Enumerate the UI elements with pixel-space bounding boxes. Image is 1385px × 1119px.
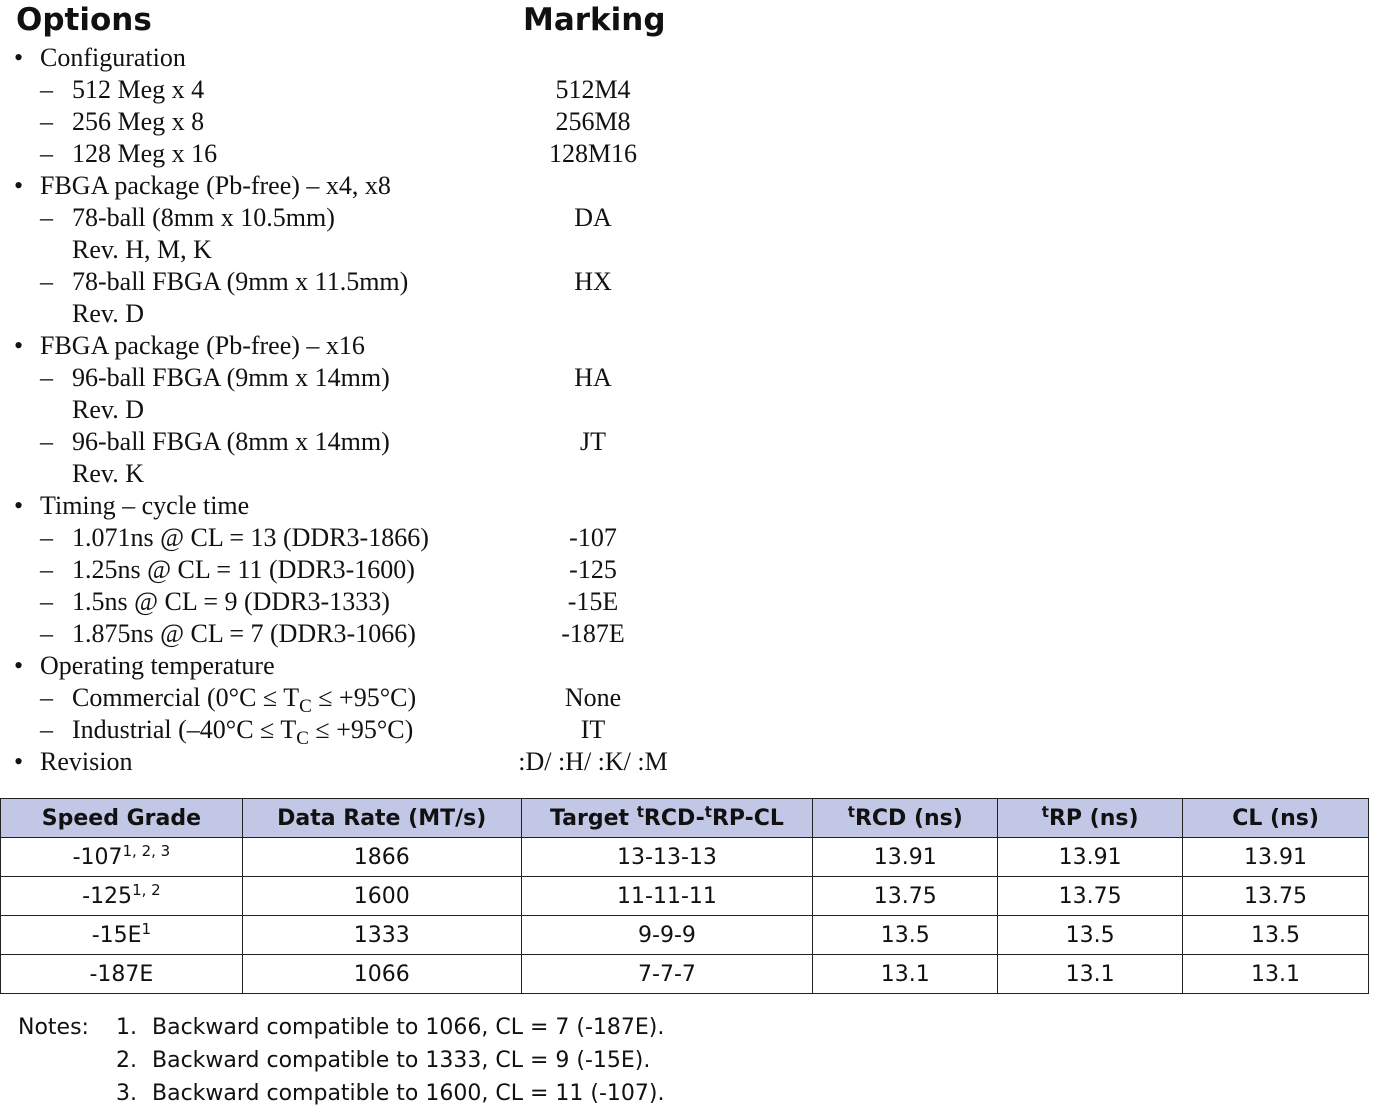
table-cell: 13.91 xyxy=(998,838,1183,877)
option-label xyxy=(40,490,249,522)
option-label-text: Industrial (–40°C ≤ T xyxy=(72,715,297,744)
bullet-icon: • xyxy=(14,651,24,680)
option-row xyxy=(0,746,1385,778)
dash-icon: – xyxy=(40,363,53,392)
option-label xyxy=(72,426,390,458)
table-cell: 13.75 xyxy=(1183,877,1369,916)
option-row xyxy=(0,650,1385,682)
header-text: Target xyxy=(550,805,637,831)
speed-grade-table xyxy=(0,798,1369,994)
option-marking: -187E xyxy=(561,619,625,648)
header-text: RP (ns) xyxy=(1048,805,1139,831)
option-marking: JT xyxy=(580,427,606,456)
option-row xyxy=(0,426,1385,458)
table-cell: 13.5 xyxy=(998,916,1183,955)
option-row xyxy=(0,266,1385,298)
option-label xyxy=(40,746,132,778)
option-label-text: 1.071ns @ CL = 13 (DDR3-1866) xyxy=(72,523,429,552)
option-row xyxy=(0,74,1385,106)
option-label xyxy=(40,650,275,682)
column-header xyxy=(813,799,998,838)
option-label-text: Timing – cycle time xyxy=(40,491,250,520)
option-marking: 128M16 xyxy=(548,139,638,168)
option-label xyxy=(40,330,365,362)
option-marking: 512M4 xyxy=(555,75,631,104)
option-label-text: FBGA package (Pb-free) – x4, x8 xyxy=(40,171,391,200)
table-cell: 13.1 xyxy=(813,955,998,994)
option-label-text: Revision xyxy=(40,747,133,776)
option-label-text: Rev. H, M, K xyxy=(72,235,212,264)
option-marking: IT xyxy=(580,715,606,744)
option-row xyxy=(0,202,1385,234)
option-label xyxy=(72,586,390,618)
dash-icon: – xyxy=(40,427,53,456)
bullet-icon: • xyxy=(14,331,24,360)
dash-icon: – xyxy=(40,587,53,616)
column-header xyxy=(242,799,521,838)
option-row xyxy=(0,554,1385,586)
speed-grade-cell xyxy=(1,916,243,955)
marking-heading: Marking xyxy=(523,2,666,38)
option-label xyxy=(72,138,217,170)
table-cell: 1600 xyxy=(242,877,521,916)
speed-grade-cell xyxy=(1,838,243,877)
option-marking: HA xyxy=(574,363,612,392)
option-row xyxy=(0,362,1385,394)
option-label xyxy=(72,266,408,298)
option-row xyxy=(0,458,1385,490)
option-marking: None xyxy=(564,683,622,712)
column-header-text: CL (ns) xyxy=(1232,805,1319,831)
table-cell: 9-9-9 xyxy=(521,916,813,955)
options-heading: Options xyxy=(16,2,152,38)
note-number: 2. xyxy=(116,1048,137,1073)
table-cell: 13.75 xyxy=(998,877,1183,916)
table-cell: 13.75 xyxy=(813,877,998,916)
footnote-ref: 1, 2 xyxy=(132,880,161,899)
table-cell: 13.1 xyxy=(998,955,1183,994)
option-label xyxy=(72,362,390,394)
option-row xyxy=(0,170,1385,202)
dash-icon: – xyxy=(40,715,53,744)
option-row xyxy=(0,586,1385,618)
option-marking: HX xyxy=(574,267,612,296)
note-number: 3. xyxy=(116,1081,137,1106)
table-cell: 1333 xyxy=(242,916,521,955)
option-label-text: Rev. K xyxy=(72,459,144,488)
table-row xyxy=(1,838,1369,877)
table-cell: 13-13-13 xyxy=(521,838,813,877)
option-label xyxy=(72,202,335,234)
header-superscript: t xyxy=(636,802,644,821)
option-label xyxy=(72,74,204,106)
option-row xyxy=(0,490,1385,522)
option-label xyxy=(72,554,415,586)
dash-icon: – xyxy=(40,75,53,104)
table-row xyxy=(1,955,1369,994)
option-row xyxy=(0,234,1385,266)
option-row xyxy=(0,298,1385,330)
option-label xyxy=(72,298,144,330)
option-label xyxy=(72,618,416,650)
header-superscript: t xyxy=(847,802,855,821)
dash-icon: – xyxy=(40,139,53,168)
option-row xyxy=(0,618,1385,650)
option-label xyxy=(72,106,204,138)
table-cell: 13.5 xyxy=(813,916,998,955)
note-text: Backward compatible to 1333, CL = 9 (-15E). xyxy=(152,1048,651,1073)
option-label-text: 78-ball (8mm x 10.5mm) xyxy=(72,203,335,232)
speed-grade-text: -187E xyxy=(89,961,154,987)
column-header-text: Data Rate (MT/s) xyxy=(277,805,487,831)
speed-grade-text: -107 xyxy=(72,844,123,870)
option-marking: -107 xyxy=(569,523,617,552)
option-label xyxy=(40,170,391,202)
dash-icon: – xyxy=(40,107,53,136)
option-marking: -125 xyxy=(569,555,617,584)
option-label-text: 96-ball FBGA (8mm x 14mm) xyxy=(72,427,390,456)
header-superscript: t xyxy=(704,802,712,821)
option-label xyxy=(72,458,144,490)
option-label-text: 256 Meg x 8 xyxy=(72,107,205,136)
table-body xyxy=(1,838,1369,994)
bullet-icon: • xyxy=(14,491,24,520)
option-label-text: 1.5ns @ CL = 9 (DDR3-1333) xyxy=(72,587,390,616)
bullet-icon: • xyxy=(14,171,24,200)
option-marking: DA xyxy=(574,203,612,232)
dash-icon: – xyxy=(40,619,53,648)
option-label-text: 1.875ns @ CL = 7 (DDR3-1066) xyxy=(72,619,416,648)
note-number: 1. xyxy=(116,1015,137,1040)
option-label-text: 512 Meg x 4 xyxy=(72,75,205,104)
option-row xyxy=(0,394,1385,426)
option-marking: 256M8 xyxy=(555,107,631,136)
option-label-text: Operating temperature xyxy=(40,651,275,680)
header-text: RP-CL xyxy=(711,805,784,831)
table-cell: 13.5 xyxy=(1183,916,1369,955)
bullet-icon: • xyxy=(14,43,24,72)
table-row xyxy=(1,877,1369,916)
option-label-text: Rev. D xyxy=(72,395,144,424)
dash-icon: – xyxy=(40,683,53,712)
option-label-text: 128 Meg x 16 xyxy=(72,139,218,168)
table-cell: 13.91 xyxy=(813,838,998,877)
table-cell: 1066 xyxy=(242,955,521,994)
option-label xyxy=(40,42,186,74)
dash-icon: – xyxy=(40,555,53,584)
note-text: Backward compatible to 1066, CL = 7 (-187E). xyxy=(152,1015,665,1040)
note-text: Backward compatible to 1600, CL = 11 (-107). xyxy=(152,1081,665,1106)
option-label-text: 78-ball FBGA (9mm x 11.5mm) xyxy=(72,267,409,296)
speed-grade-cell xyxy=(1,955,243,994)
option-label-text: 1.25ns @ CL = 11 (DDR3-1600) xyxy=(72,555,415,584)
footnote-ref: 1 xyxy=(141,919,152,938)
option-label xyxy=(72,234,212,266)
option-row xyxy=(0,106,1385,138)
header-superscript: t xyxy=(1041,802,1049,821)
option-row xyxy=(0,138,1385,170)
notes-label: Notes: xyxy=(18,1015,89,1040)
table-header-row xyxy=(1,799,1369,838)
option-label-text: 96-ball FBGA (9mm x 14mm) xyxy=(72,363,390,392)
option-row xyxy=(0,522,1385,554)
column-header-text: Speed Grade xyxy=(41,805,202,831)
option-label-text-after: ≤ +95°C) xyxy=(308,715,414,744)
column-header xyxy=(1183,799,1369,838)
header-text: RCD- xyxy=(643,805,705,831)
option-label-text: Commercial (0°C ≤ T xyxy=(72,683,300,712)
table-cell: 13.91 xyxy=(1183,838,1369,877)
speed-grade-cell xyxy=(1,877,243,916)
speed-grade-text: -15E xyxy=(91,922,142,948)
option-label xyxy=(72,522,429,554)
dash-icon: – xyxy=(40,523,53,552)
column-header xyxy=(1,799,243,838)
option-row xyxy=(0,330,1385,362)
table-cell: 1866 xyxy=(242,838,521,877)
column-header xyxy=(521,799,813,838)
option-row xyxy=(0,714,1385,750)
dash-icon: – xyxy=(40,267,53,296)
option-label xyxy=(72,394,144,426)
table-cell: 7-7-7 xyxy=(521,955,813,994)
option-label-text-after: ≤ +95°C) xyxy=(311,683,417,712)
option-row xyxy=(0,682,1385,718)
column-header xyxy=(998,799,1183,838)
option-label-text: Rev. D xyxy=(72,299,144,328)
table-cell: 11-11-11 xyxy=(521,877,813,916)
bullet-icon: • xyxy=(14,747,24,776)
option-label-subscript: C xyxy=(296,728,309,750)
option-label-subscript: C xyxy=(299,696,312,718)
dash-icon: – xyxy=(40,203,53,232)
option-marking: :D/ :H/ :K/ :M xyxy=(518,747,668,776)
option-label-text: Configuration xyxy=(40,43,186,72)
table-cell: 13.1 xyxy=(1183,955,1369,994)
speed-grade-text: -125 xyxy=(82,883,133,909)
footnote-ref: 1, 2, 3 xyxy=(122,841,171,860)
option-marking: -15E xyxy=(567,587,619,616)
option-label-text: FBGA package (Pb-free) – x16 xyxy=(40,331,365,360)
option-row xyxy=(0,42,1385,74)
header-text: RCD (ns) xyxy=(854,805,963,831)
table-row xyxy=(1,916,1369,955)
